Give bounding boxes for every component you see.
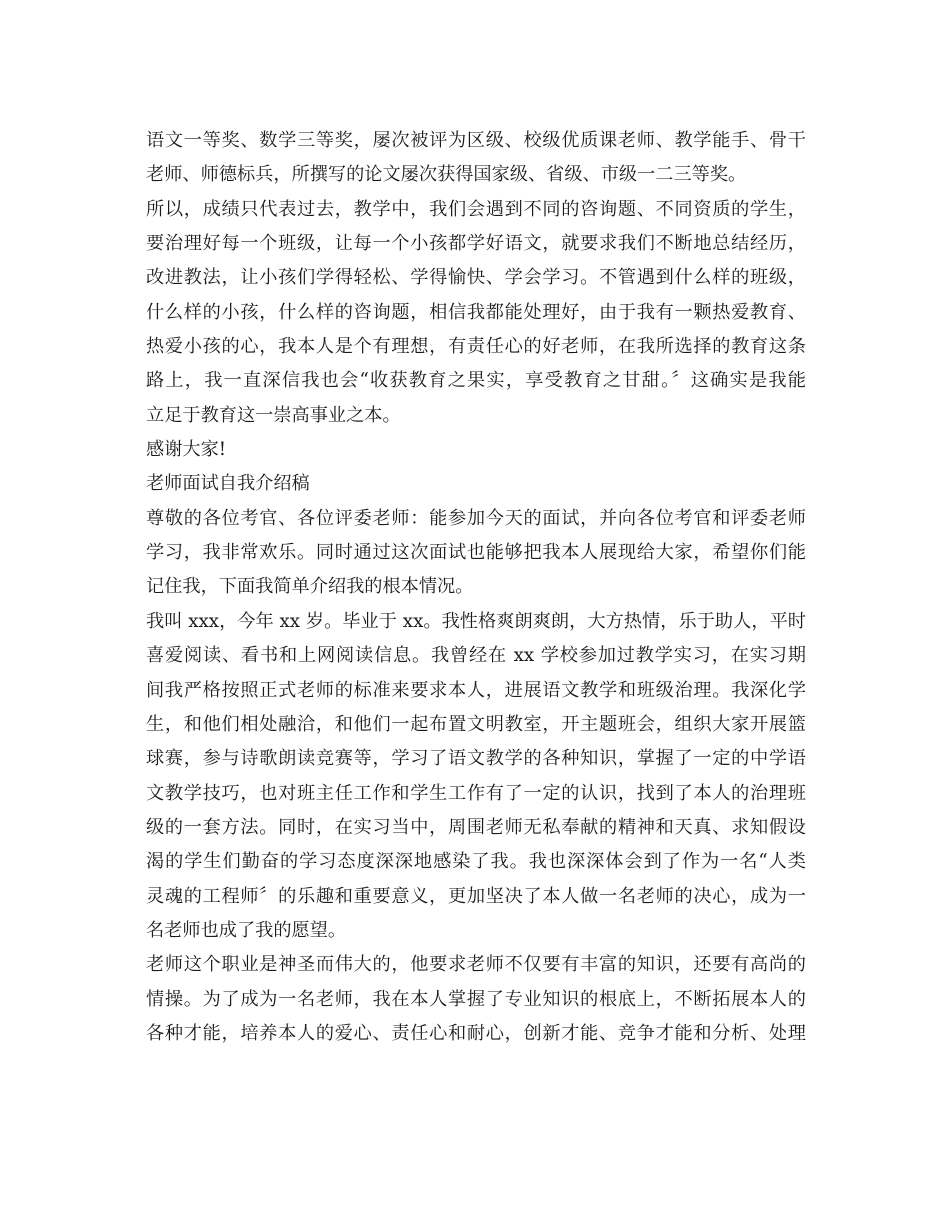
text-line: 我叫 xxx，今年 xx 岁。毕业于 xx。我性格爽朗爽朗，大方热情，乐于助人，平时: [146, 610, 806, 632]
document-body: [146, 124, 806, 1051]
text-line: 所以，成绩只代表过去，教学中，我们会遇到不同的咨询题、不同资质的学生，: [146, 198, 806, 220]
text-line: 老师这个职业是神圣而伟大的，他要求老师不仅要有丰富的知识，还要有高尚的: [146, 954, 806, 976]
text-line: 记住我，下面我简单介绍我的根本情况。: [146, 576, 474, 598]
text-line: 语文一等奖、数学三等奖，屡次被评为区级、校级优质课老师、教学能手、骨干: [146, 130, 806, 151]
closing-thanks: 感谢大家!: [146, 439, 227, 461]
text-line: 生，和他们相处融洽，和他们一起布置文明教室，开主题班会，组织大家开展篮: [146, 713, 806, 735]
text-line: 灵魂的工程师〞的乐趣和重要意义，更加坚决了本人做一名老师的决心，成为一: [146, 885, 806, 907]
text-line: 各种才能，培养本人的爱心、责任心和耐心，创新才能、竞争才能和分析、处理: [146, 1022, 806, 1044]
text-line: 级的一套方法。同时，在实习当中，周围老师无私奉献的精神和天真、求知假设: [146, 816, 806, 838]
text-line: 学习，我非常欢乐。同时通过这次面试也能够把我本人展现给大家，希望你们能: [146, 542, 806, 564]
text-line: 老师、师德标兵，所撰写的论文屡次获得国家级、省级、市级一二三等奖。: [146, 164, 747, 186]
text-line: 立足于教育这一崇高事业之本。: [146, 404, 401, 426]
text-line: 热爱小孩的心，我本人是个有理想，有责任心的好老师，在我所选择的教育这条: [146, 336, 806, 358]
text-line: 什么样的小孩，什么样的咨询题，相信我都能处理好，由于我有一颗热爱教育、: [146, 301, 806, 323]
text-line: 渴的学生们勤奋的学习态度深深地感染了我。我也深深体会到了作为一名“人类: [146, 851, 806, 873]
text-line: 名老师也成了我的愿望。: [146, 919, 347, 941]
text-line: 情操。为了成为一名老师，我在本人掌握了专业知识的根底上，不断拓展本人的: [146, 988, 806, 1010]
text-line: 间我严格按照正式老师的标准来要求本人，进展语文教学和班级治理。我深化学: [146, 679, 806, 701]
text-line: 改进教法，让小孩们学得轻松、学得愉快、学会学习。不管遇到什么样的班级，: [146, 267, 806, 289]
text-line: 文教学技巧，也对班主任工作和学生工作有了一定的认识，找到了本人的治理班: [146, 782, 806, 804]
text-line: 喜爱阅读、看书和上网阅读信息。我曾经在 xx 学校参加过教学实习，在实习期: [146, 645, 806, 667]
text-line: 尊敬的各位考官、各位评委老师：能参加今天的面试，并向各位考官和评委老师: [146, 507, 806, 529]
text-line: 要治理好每一个班级，让每一个小孩都学好语文，就要求我们不断地总结经历，: [146, 233, 806, 255]
text-line: 球赛，参与诗歌朗读竞赛等，学习了语文教学的各种知识，掌握了一定的中学语: [146, 748, 806, 770]
text-line: 路上，我一直深信我也会“收获教育之果实，享受教育之甘甜。〞这确实是我能: [146, 370, 806, 392]
section-heading: 老师面试自我介绍稿: [146, 473, 310, 495]
